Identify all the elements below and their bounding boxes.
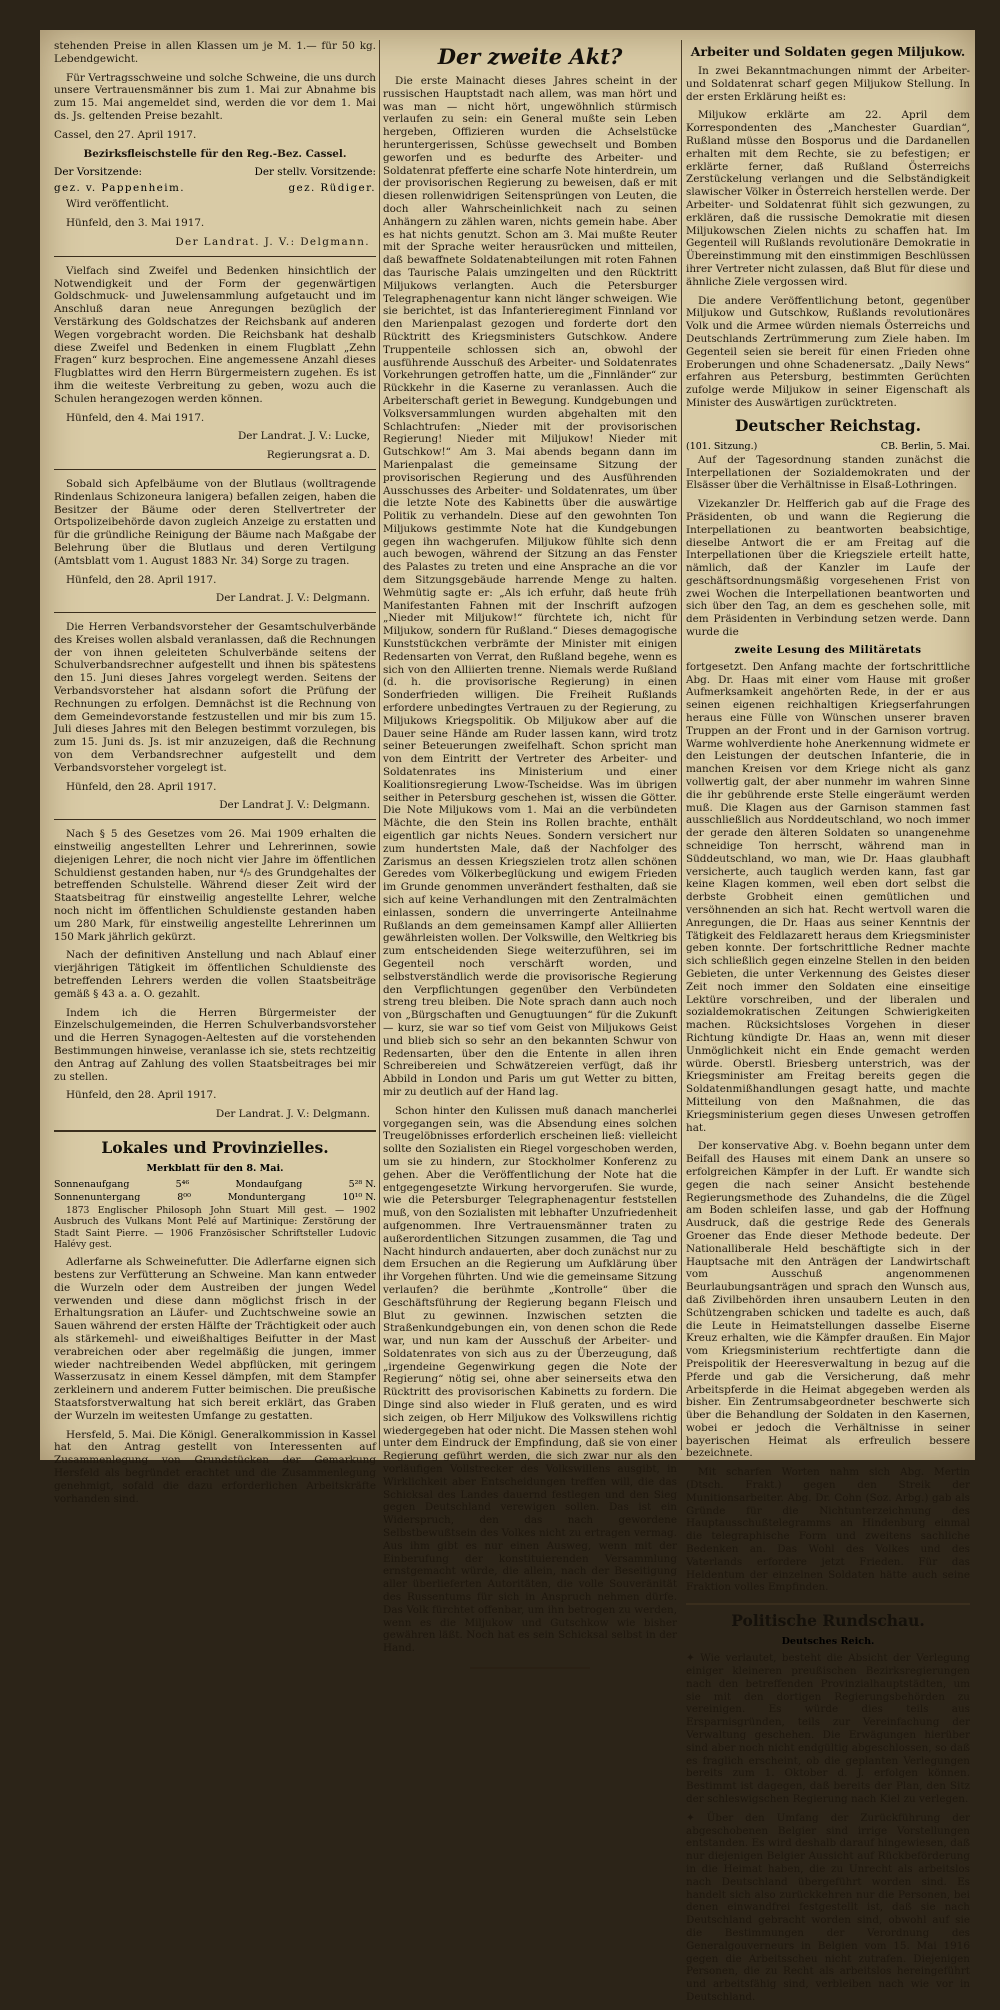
separator (54, 819, 376, 820)
newspaper-page (40, 30, 975, 2003)
signature-name: gez. Rüdiger. (288, 182, 376, 195)
notice-text: stehenden Preise in allen Klassen um je M. 1.— für 50 kg. Lebendgewicht. (54, 40, 376, 65)
separator (54, 469, 376, 470)
notice-authority: Bezirksfleischstelle für den Reg.-Bez. Cassel. (83, 147, 347, 160)
subsection-heading: Deutsches Reich. (781, 1636, 875, 1648)
notice-date: Hünfeld, den 28. April 1917. (66, 573, 217, 586)
notice-signature: Der Landrat. J. V.: Lucke, (237, 430, 370, 443)
end-rule (470, 1667, 590, 1669)
article-paragraph: Mit scharfen Worten nahm sich Abg. Mertin (Dtsch. Frakt.) gegen den Streik der Munitionsarbeiter. Abg. Dr. Cohn (Soz. Arbg.) gab als Gründe für die Nichtunterzeichnung des Hauptausschußtelegramms an Hindenburg einmal die telegraphische Form und zweitens sachliche Bedenken an. Das Wohl des Volkes und des Vaterlands erfordere jetzt Frieden. Für das Heldentum der einzelnen Soldaten hätte auch seine Fraktion volles Empfinden. (686, 1466, 970, 1594)
separator (54, 256, 376, 257)
notice-text: Nach der definitiven Anstellung und nach Ablauf einer vierjährigen Tätigkeit im öffentlichen Schuldienste des betreffenden Lehrers werden die vollen Staatsbeiträge gemäß § 43 a. a. O. gezahlt. (54, 949, 376, 1000)
article-paragraph: Die erste Mainacht dieses Jahres scheint in der russischen Hauptstadt nach allem, was man hört und was man — nicht hört, ungewöhnlich stürmisch verlaufen zu sein: ein General mußte sein Leben hergeben, Offizieren wurden die Achselstücke heruntergerissen, Schüsse gewechselt und Bomben geworfen und es bedurfte des Arbeiter- und Soldatenrat pfefferte eine scharfe Note hinterdrein, um der provisorischen Regierung zu beweisen, daß er mit diesen rollenwidrigen Seitensprüngen von Leuten, die doch aller Wahrscheinlichkeit nach zu seinen Anhängern zu zählen waren, nichts gemein habe. Aber es hat nichts genutzt. Schon am 3. Mai mußte Reuter mit der Sprache weiter herausrücken und mitteilen, daß bewaffnete Soldatenabteilungen mit roten Fahnen das Taurische Palais umzingelten und den Rücktritt Miljukows verlangten. Auch die Petersburger Telegraphenagentur kann nicht länger schweigen. Wie sie berichtet, ist das Infanterieregiment Finnland vor den Marienpalast gezogen und forderte dort den Rücktritt des Kriegsministers Gutschkow. Andere Truppenteile schlossen sich an, obwohl der ausführende Ausschuß des Arbeiter- und Soldatenrates Vorkehrungen getroffen hatte, um die „Finnländer“ zur Rückkehr in die Kaserne zu veranlassen. Auch die Arbeiterschaft geriet in Bewegung. Kundgebungen und Volksversammlungen wurden abgehalten mit den Schlachtrufen: „Nieder mit der provisorischen Regierung! Nieder mit Miljukow! Nieder mit Gutschkow!“ Am 3. Mai abends begann dann im Marienpalast die gemeinsame Sitzung der provisorischen Regierung und des Ausführenden Ausschusses des Arbeiter- und Soldatenrates, um über die letzte Note des Kabinetts über die auswärtige Politik zu verhandeln. Diese auf den gewohnten Ton Miljukows gestimmte Note hat die Kundgebungen gegen ihn wachgerufen. Miljukow fühlte sich denn auch bewogen, während der Sitzung an das Fenster des Palastes zu treten und eine Ansprache an die vor dem Sitzungsgebäude harrende Menge zu halten. Wehmütig sagte er: „Als ich erfuhr, daß heute früh Manifestanten Fahnen mit der Inschrift aufzogen „Nieder mit Miljukow!“ fürchtete ich, nicht für Miljukow, sondern für Rußland.“ Dieses demagogische Kunststückchen verbrämte der Minister mit einigen Redensarten von Verrat, den Rußland begehe, wenn es sich von den Alliierten trenne. Niemals werde Rußland (d. h. die provisorische Regierung) in einen Sonderfrieden willigen. Die Freiheit Rußlands erfordere unbedingtes Vertrauen zu der Regierung, zu Miljukows Kriegspolitik. Ob Miljukow aber auf die Dauer seine Hände am Ruder lassen kann, wird trotz seiner Beteuerungen zweifelhaft. Schon spricht man von dem Eintritt der Vertreter des Arbeiter- und Soldatenrates ins Ministerium und einer Koalitionsregierung Lwow-Tscheidse. Was im übrigen seither in Petersburg geschehen ist, wissen die Götter. Die Note Miljukows vom 1. Mai an die verbündeten Mächte, die den Stein ins Rollen brachte, enthält eigentlich gar nichts Neues. Sondern versichert nur zum hundertsten Male, daß der Nachfolger des Zarismus an dessen Kriegszielen trotz allen schönen Geredes vom Völkerbeglückung und ewigem Frieden im Grunde genommen unverändert festhalten, daß sie sich auf keine Verhandlungen mit den Zentralmächten einlassen, sondern die unverringerte Anteilnahme Rußlands an dem gemeinsamen Kampf aller Alliierten gewährleisten wollen. Der Volkswille, den Weltkrieg bis zum entscheidenden Siege weiterzuführen, sei im Gegenteil noch verschärft worden, und selbstverständlich werde die provisorische Regierung den Verpflichtungen gegenüber den Verbündeten streng treu bleiben. Die Note sprach dann auch noch von „Bürgschaften und Genugtuungen“ für die Zukunft — kurz, sie war so tief vom Geist von Miljukows Geist und blieb sich so sehr an den bekannten Schwur von Redensarten, über den die Entente in allen ihren Schreibereien und Schwätzereien verfügt, daß ihr Abbild in London und Paris um gut Wetter zu bitten, mir zu deutlich auf der Hand lag. (383, 75, 677, 1098)
dateline: CB. Berlin, 5. Mai. (880, 440, 970, 452)
article-paragraph: fortgesetzt. Den Anfang machte der fortschrittliche Abg. Dr. Haas mit einer vom Hause mit großer Aufmerksamkeit angehörten Rede, in der er aus seinen eigenen reichhaltigen Kriegserfahrungen heraus eine Fülle von Wünschen unserer braven Truppen an der Front und in der Garnison vortrug. Warme wohlverdiente hohe Anerkennung widmete er den Leistungen der deutschen Infanterie, die in manchen Kreisen vor dem Kriege nicht als ganz vollwertig galt, der aber nunmehr im wahren Sinne die ihr gebührende erste Stelle eingeräumt werden muß. Die Klagen aus der Garnison stammen fast ausschließlich aus Norddeutschland, wo noch immer der gerade den älteren Soldaten so unangenehme schneidige Ton herrscht, während man in Süddeutschland, wo man, wie Dr. Haas glaubhaft versicherte, auch tauglich werden kann, fast gar keine Klagen kommen, weil eben dort selbst die derbste Grobheit einen gemütlichen und versöhnenden an sich hat. Recht wertvoll waren die Anregungen, die Dr. Haas aus seiner Kenntnis der Tätigkeit des Feldlazarett heraus dem Kriegsminister geben konnte. Der fortschrittliche Redner machte sich schließlich gegen einzelne Stellen in den beiden Gebieten, die unter Verkennung des Geistes dieser Zeit noch immer den Soldaten eine einseitige Lektüre vorschreiben, und der liberalen und sozialdemokratischen Zeitungen Schwierigkeiten machen. Rücksichtsloses Vorgehen in dieser Richtung kündigte Dr. Haas an, wenn mit dieser Unmöglichkeit nicht ein Ende gemacht werden würde. Oberstl. Briesberg unterstrich, was der Kriegsminister am Freitag bereits gegen die Soldatenmißhandlungen gesagt hatte, und machte Mitteilung von den Maßnahmen, die das Kriegsministerium gegen dieses Unwesen getroffen hat. (686, 660, 970, 1134)
sun-moon-row (54, 1179, 376, 1190)
local-news-item: Hersfeld, 5. Mai. Die Königl. Generalkommission in Kassel hat den Antrag gestellt von Interessenten auf Zusammenlegung von Grundstücken der Gemarkung Hersfeld als begründet erachtet und die Zusammenlegung genehmigt, sofald die dazu erforderlichen Arbeitskräfte vorhanden sind. (54, 1428, 376, 1505)
notice-text: Für Vertragsschweine und solche Schweine, die uns durch unsere Vertrauensmänner bis zum 1. Mai zur Abnahme bis zum 15. Mai angemeldet sind, werden die vor dem 1. Mai ds. Js. geltenden Preise bezahlt. (54, 71, 376, 122)
moonset-label: Monduntergang (227, 1191, 306, 1203)
article-paragraph: Schon hinter den Kulissen muß danach mancherlei vorgegangen sein, was die Absendung eines solchen Treugelöbnisses erforderlich erscheinen ließ: vielleicht sollte den Sozialisten ein Riegel vorgeschoben werden, um sie zu hindern, zur Stockholmer Konferenz zu gehen. Aber die Veröffentlichung der Note hat die entgegengesetzte Wirkung hervorgerufen. Sie wurde, wie die Petersburger Telegraphenagentur feststellen muß, von den Sozialisten mit lebhafter Unzufriedenheit aufgenommen. Ihre Vertrauensmänner traten zu außerordentlichen Sitzungen zusammen, die Tag und Nacht hindurch andauerten, aber doch zunächst nur zu dem Ersuchen an die Regierung um Aufklärung über ihr Vorgehen führten. Und wie die gemeinsame Sitzung verlaufen? die berühmte „Kontrolle“ über die Geschäftsführung der Regierung begann Fleisch und Blut zu gewinnen. Inzwischen setzten die Straßenkundgebungen ein, von denen schon die Rede war, und nun kam der Ausschuß der Arbeiter- und Soldatenrates von sich aus zu der Überzeugung, daß „irgendeine Gegenwirkung gegen die Note der Regierung“ nötig sei, ohne aber seinerseits etwa den Rücktritt des provisorischen Kabinetts zu fordern. Die Dinge sind also wieder in Fluß geraten, und es wird sich zeigen, ob Herr Miljukow des Volkswillens richtig wiedergegeben hat oder nicht. Die Massen stehen wohl unter dem Eindruck der Empfindung, daß sie von einer Regierung geführt werden, die sich zwar nur als den vorläufigen Vollstrecker des Volkswillens ausgibt, in Wirklichkeit aber Entscheidungen treffen will, die das Schicksal des Landes dauernd festlegen und den Sieg gegen Deutschland verewigen sollen. Das ist ein Widerspruch, den das nach gewordene Selbstbewußtsein des Volkes nicht zu ertragen vermag. Aus ihm gibt es nur einen Ausweg, wenn mit der Einberufung der konstituierenden Versammlung ernstgemacht würde, die allein, nach der Beseitigung aller überlieferten Autoritäten, die volle Souveränität des Russentums für sich in Anspruch nehmen dürfe. Das Volk fürchtet offenbar, um ihn betrogen zu werden, wenn es die Miljukow und Gutschkow wie bisher gewähren läßt. Noch hat es sein Schicksal selbst in der Hand. (383, 1104, 677, 1655)
article-title: Der zweite Akt? (437, 44, 623, 69)
column-right (686, 40, 970, 2010)
separator (54, 612, 376, 613)
notice-text: Vielfach sind Zweifel und Bedenken hinsichtlich der Notwendigkeit und der Form der gegenwärtigen Goldschmuck- und Juwelensammlung aufgetaucht und im Anschluß daran neue Anregungen bezüglich der Verstärkung des Goldschatzes der Reichsbank auf anderen Wegen vorgebracht worden. Die Reichsbank hat deshalb diese Zweifel und Bedenken in einem Flugblatt „Zehn Fragen“ kurz besprochen. Eine angemessene Anzahl dieses Flugblattes wird den Herrn Bürgermeistern zugehen. Es ist ihm die weiteste Verbreitung zu geben, wozu auch die Schulen herangezogen werden können. (54, 264, 376, 405)
column-middle (383, 40, 677, 1669)
notice-text: Indem ich die Herren Bürgermeister der Einzelschulgemeinden, die Herren Schulverbandsvorsteher und die Herren Synagogen-Aeltesten auf die vorstehenden Bestimmungen hinweise, veranlasse ich sie, stets rechtzeitig den Antrag auf Zahlung des vollen Staatsbeitrages bei mir zu stellen. (54, 1006, 376, 1083)
section-heading-rundschau: Politische Rundschau. (731, 1611, 925, 1631)
notice-signature: Regierungsrat a. D. (266, 449, 370, 462)
notice-signature: Der Landrat. J. V.: Delgmann. (175, 235, 370, 248)
notice-text: Die Herren Verbandsvorsteher der Gesamtschulverbände des Kreises wollen alsbald veranlassen, daß die Rechnungen der von ihnen geleiteten Schulverbände seitens der Schulverbandsrechner aufgestellt und ihnen bis spätestens den 15. Juni dieses Jahres vorgelegt werden. Seitens der Verbandsvorsteher hat alsdann sofort die Prüfung der Rechnungen zu erfolgen. Demnächst ist die Rechnung von dem Gemeindevorstande festzustellen und mir bis zum 15. Juli dieses Jahres mit den Belegen bestimmt vorzulegen, bis zum 15. Juni ds. Js. ist mir anzuzeigen, daß die Rechnung von dem Verbandsrechner aufgestellt und dem Verbandsvorsteher vorgelegt ist. (54, 621, 376, 774)
separator (54, 1130, 376, 1132)
sitting-number: (101. Sitzung.) (686, 440, 758, 452)
notice-text: Nach § 5 des Gesetzes vom 26. Mai 1909 erhalten die einstweilig angestellten Lehrer und Lehrerinnen, sowie diejenigen Lehrer, die noch nicht vier Jahre im öffentlichen Schuldienst gestanden haben, nur ⁴/₅ des Grundgehaltes der betreffenden Schulstelle. Während dieser Zeit wird der Staatsbeitrag für einstweilig angestellte Lehrer, welche noch nicht im öffentlichen Schuldienste gestanden haben um 280 Mark, für einstweilig angestellte Lehrerinnen um 150 Mark jährlich gekürzt. (54, 828, 376, 943)
signature-label: Der stellv. Vorsitzende: (254, 166, 376, 179)
moonrise-label: Mondaufgang (235, 1178, 303, 1190)
column-rule (379, 40, 380, 1450)
article-paragraph: Vizekanzler Dr. Helfferich gab auf die Frage des Präsidenten, ob und wann die Regierung die Interpellationen zu beantworten beabsichtige, dieselbe Antwort die er am Freitag auf die Interpellationen über die Kriegsziele erteilt hatte, nämlich, daß der Kanzler im Laufe der geschäftsordnungsmäßig vorgesehenen Frist von zwei Wochen die Interpellationen beantworten und sich über den Tag, an dem es geschehen solle, mit dem Präsidenten in Verbindung setzen werde. Dann wurde die (686, 498, 970, 639)
notice-date: Hünfeld, den 28. April 1917. (66, 780, 217, 793)
separator (686, 1603, 970, 1605)
notice-text: Sobald sich Apfelbäume von der Blutlaus (wolltragende Rindenlaus Schizoneura lanigera) befallen zeigen, haben die Besitzer der Bäume oder deren Stellvertreter der Ortspolizeibehörde davon zugleich Anzeige zu erstatten und für die gründliche Reinigung der Bäume nach Maßgabe der Belehrung über die Blutlaus und deren Vertilgung (Amtsblatt vom 1. August 1883 Nr. 34) Sorge zu tragen. (54, 477, 376, 567)
notice-date: Hünfeld, den 28. April 1917. (66, 1089, 217, 1102)
signature-name: gez. v. Pappenheim. (54, 182, 185, 195)
article-paragraph: ✦ Über den Umfang der Zurückführung der abgeschobenen Belgier sind irrige Vorstellungen entstanden. Es wird deshalb darauf hingewiesen, daß nur diejenigen Belgier Aussicht auf Rückbeförderung in die Heimat haben, die zu Unrecht als arbeitslos nach Deutschland übergeführt worden sind. Es handelt sich also zurückkehren nur die Personen, bei denen einwandfrei festgestellt ist, daß sie nach Deutschland gebracht worden sind, obwohl auf sie die Bestimmungen der Verordnung des Generalgouverneurs in Belgien vom 15. Mai 1916 gegen die Arbeitsscheu nicht zutrafen. Diejenigen Personen, die zu Recht als arbeitslos hereingeführt und arbeitsfähig sind, verbleiben nach wie vor in Deutschland. (686, 1811, 970, 2003)
article-paragraph: In zwei Bekanntmachungen nimmt der Arbeiter- und Soldatenrat scharf gegen Miljukow Stellung. In der ersten Erklärung heißt es: (686, 65, 970, 103)
sunset-value: 8⁰⁰ (177, 1191, 191, 1203)
sunset-label: Sonnenuntergang (54, 1191, 141, 1203)
moonrise-value: 5²⁸ N. (348, 1178, 376, 1190)
notice-text: Wird veröffentlicht. (66, 198, 170, 211)
sunrise-value: 5⁴⁶ (175, 1178, 190, 1190)
column-rule (681, 40, 682, 1450)
sunrise-label: Sonnenaufgang (54, 1178, 130, 1190)
article-paragraph: ✦ Wie verlautet, besteht die Absicht der Verlegung einiger kleineren preußischen Bezirksregierungen nach den betreffenden Provinzialhauptstädten, um sie mit den dortigen Regierungsbehörden zu vereinigen. Es würde dies teils aus Ersparnisgründen, teils zur Vereinfachung der Verwaltung geschehen. Die Erwägungen hierüber sind aber noch nicht endgültig abgeschlossen, so daß es fraglich erscheint, ob die geplanten Verlegungen bereits zum 1. Oktober d. J. erfolgen können. Bestimmt ist dagegen, daß bereits der Plan, den Sitz der schleswigschen Regierung nach Kiel zu verlegen. (686, 1652, 970, 1806)
notice-signature: Der Landrat. J. V.: Delgmann. (215, 1108, 370, 1121)
notice-date: Hünfeld, den 3. Mai 1917. (66, 217, 205, 230)
column-left (54, 40, 376, 1511)
notice-signature: Der Landrat. J. V.: Delgmann. (215, 592, 370, 605)
almanac-text: 1873 Englischer Philosoph John Stuart Mill gest. — 1902 Ausbruch des Vulkans Mont Pelé auf Martinique: Zerstörung der Stadt Saint Pierre. — 1906 Französischer Schriftsteller Ludovic Halévy gest. (54, 1204, 376, 1250)
notice-date: Hünfeld, den 4. Mai 1917. (66, 411, 205, 424)
signature-row (54, 182, 376, 194)
signature-row (54, 166, 376, 178)
moonset-value: 10¹⁰ N. (342, 1191, 376, 1203)
notice-date: Cassel, den 27. April 1917. (54, 128, 197, 141)
article-paragraph: Der konservative Abg. v. Boehn begann unter dem Beifall des Hauses mit einem Dank an unsere so erfolgreichen Kämpfer in der Luft. Er wandte sich gegen die nach seiner Ansicht bestehende Regierungsmethode des Zuhandelns, die die Zügel am Boden schleifen lasse, und gab der Hoffnung Ausdruck, daß die gestrige Rede des Generals Groener das Ende dieser Methode bedeute. Der Nationalliberale Held beschäftigte sich in der Hauptsache mit den Anträgen der Landwirtschaft vom Ausschuß angenommenen Beurlaubungsanträgen und sprach den Wunsch aus, daß Zivilbehörden ihren unsaubern Leuten in den Schützengraben schicken und tadelte es auch, daß die Leute in Heimatstellungen dasselbe Eiserne Kreuz erhalten, wie die Kämpfer draußen. Ein Major vom Kriegsministerium rechtfertigte dann die Preispolitik der Heeresverwaltung in bezug auf die Pferde und gab die Versicherung, daß mehr Arbeitspferde in die Heimat abgegeben werden als bisher. Ein Zentrumsabgeordneter beschwerte sich über die Behandlung der Soldaten in den Kasernen, wobei er jedoch die Verhältnisse in seiner bayerischen Heimat als erfreulich bessere bezeichnete. (686, 1140, 970, 1460)
merkblatt-heading: Merkblatt für den 8. Mai. (146, 1162, 284, 1174)
reichstag-dateline (686, 441, 970, 452)
section-heading-reichstag: Deutscher Reichstag. (734, 415, 922, 435)
article-paragraph: Miljukow erklärte am 22. April dem Korrespondenten des „Manchester Guardian“, Rußland müsse den Bosporus und die Dardanellen erhalten mit dem Rechte, sie zu befestigen; er erklärte ferner, daß Rußland Österreichs Zerstückelung verlangen und die Selbständigkeit slawischer Völker in Österreich herstellen werde. Der Arbeiter- und Soldatenrat fühlt sich gezwungen, zu erklären, daß die russische Demokratie mit diesen Miljukowschen Zielen nichts zu schaffen hat. Im Gegenteil will Rußlands revolutionäre Demokratie in Übereinstimmung mit den einstimmigen Beschlüssen ihrer Vertreter nicht zulassen, daß Blut für diese und ähnliche Ziele vergossen wird. (686, 109, 971, 288)
article-paragraph: Die andere Veröffentlichung betont, gegenüber Miljukow und Gutschkow, Rußlands revolutionäres Volk und die Armee würden niemals Österreichs und Deutschlands Zertrümmerung zum Ziele haben. Im Gegenteil seien sie bereit für einen Frieden ohne Eroberungen und ohne Schadenersatz. „Daily News“ erfahren aus Petersburg, bestimmten Gerüchten zufolge werde Miljukow in seiner Eigenschaft als Minister des Auswärtigen zurücktreten. (686, 294, 970, 409)
local-news-item: Adlerfarne als Schweinefutter. Die Adlerfarne eignen sich bestens zur Verfütterung an Schweine. Man kann entweder die Wurzeln oder dem Austreiben der jungen Wedel verwenden und diese dann möglichst frisch in der Erhaltungsration an Läufer- und Zuchtschweine sowie an Sauen während der ersten Hälfte der Trächtigkeit oder auch als stärkemehl- und eiweißhaltiges Beifutter in der Mast verabreichen oder aber regelmäßig die jungen, immer wieder nachtreibenden Wedel abpflücken, mit geringem Wasserzusatz in einem Kessel dämpfen, mit dem Stampfer zerkleinern und anderem Futter beimischen. Die preußische Staatsforstverwaltung hat sich bereit erklärt, das Graben der Wurzeln im weitesten Umfange zu gestatten. (54, 1256, 376, 1422)
signature-label: Der Vorsitzende: (54, 166, 142, 179)
subheading: zweite Lesung des Militäretats (734, 644, 922, 656)
notice-signature: Der Landrat J. V.: Delgmann. (219, 799, 370, 812)
article-title: Arbeiter und Soldaten gegen Miljukow. (690, 44, 966, 59)
sun-moon-row (54, 1192, 376, 1203)
section-heading-lokales: Lokales und Provinzielles. (101, 1137, 329, 1157)
article-paragraph: Auf der Tagesordnung standen zunächst die Interpellationen der Sozialdemokraten und der Elsässer über die Verhältnisse in Elsaß-Lothringen. (686, 453, 970, 492)
